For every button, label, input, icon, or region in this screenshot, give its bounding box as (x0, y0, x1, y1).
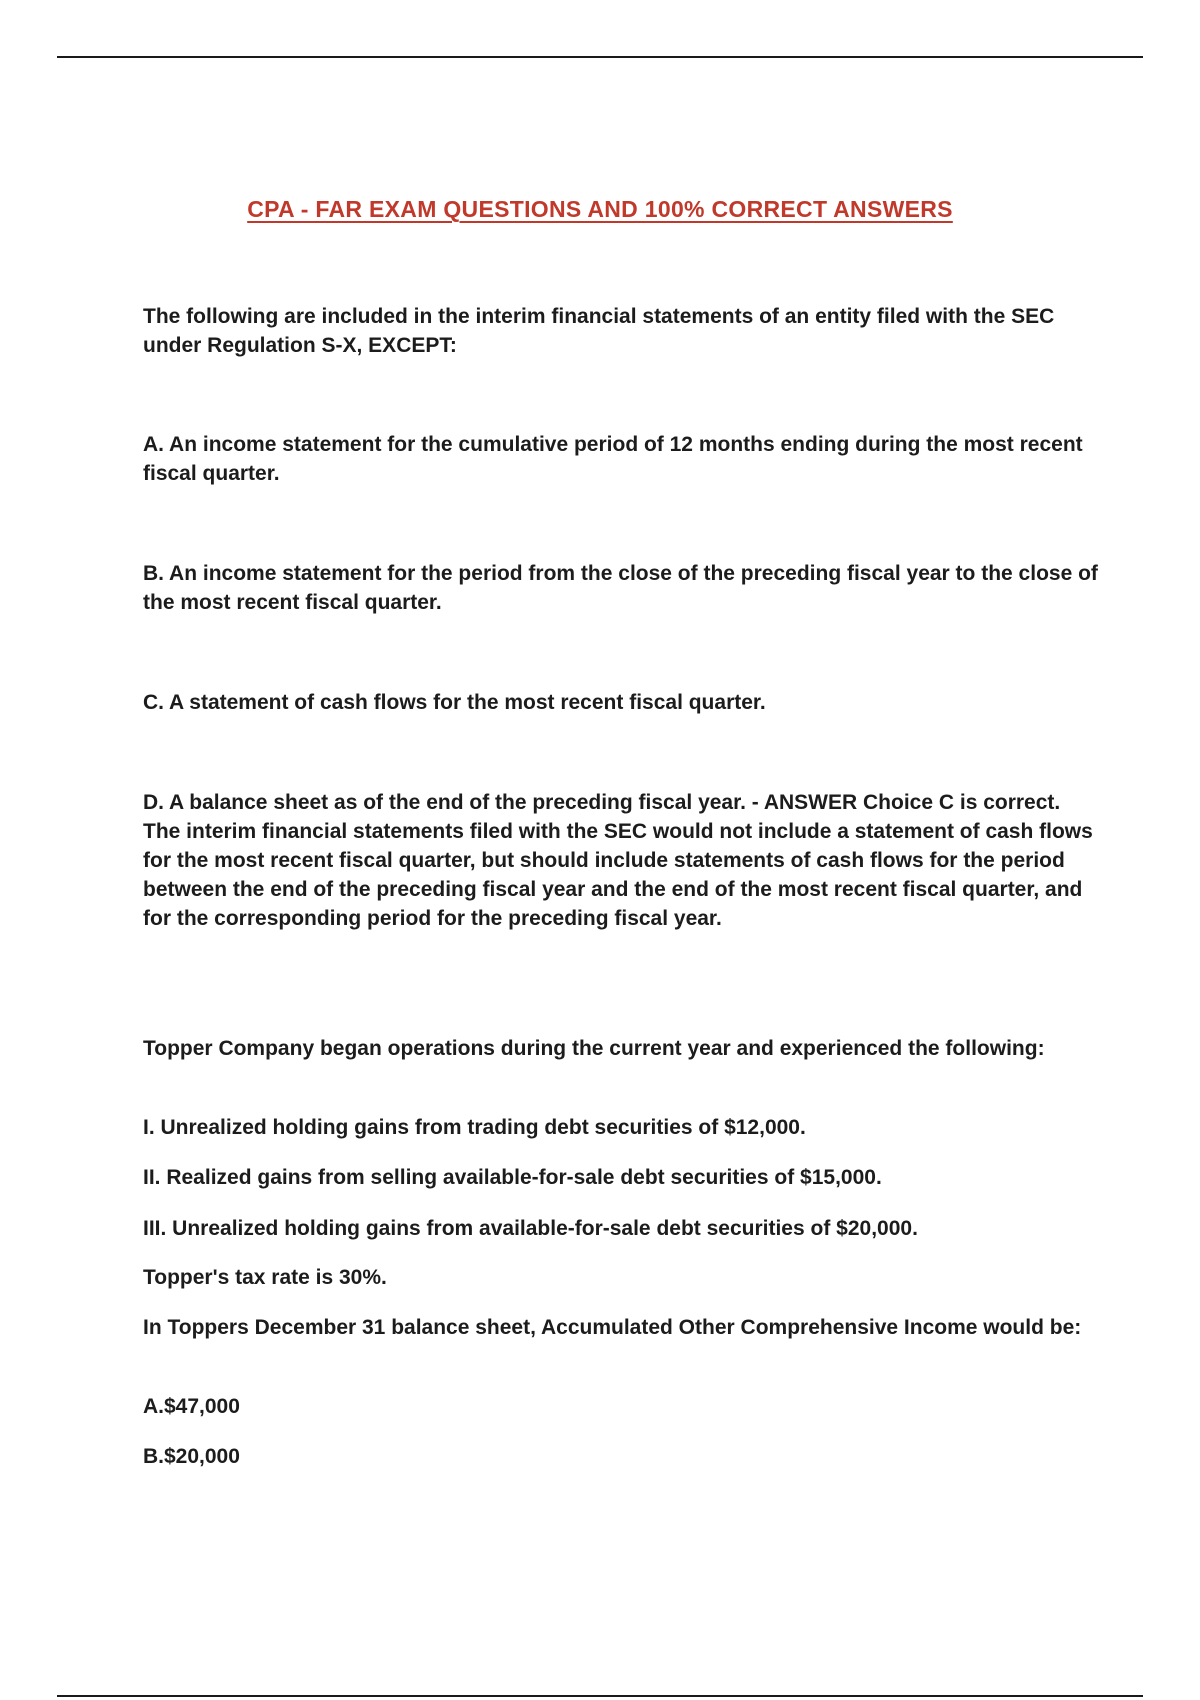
question2-tax-rate: Topper's tax rate is 30%. (143, 1266, 387, 1289)
document-title (0, 196, 1200, 223)
document-title-text: CPA - FAR EXAM QUESTIONS AND 100% CORRECT ANSWERS (247, 196, 953, 222)
bottom-rule (57, 1695, 1143, 1697)
question2-item-iii: III. Unrealized holding gains from available-for-sale debt securities of $20,000. (143, 1217, 918, 1240)
question2-option-b: B.$20,000 (143, 1445, 240, 1468)
question2-option-a: A.$47,000 (143, 1395, 240, 1418)
question2-intro: Topper Company began operations during the current year and experienced the following: (143, 1037, 1045, 1060)
question1-option-d-answer: D. A balance sheet as of the end of the preceding fiscal year. - ANSWER Choice C is correct. The interim financial statements filed with the SEC would not include a statement of cash flows for the most recent fiscal quarter, but should include statements of cash flows for the period between the end of the preceding fiscal year and the end of the most recent fiscal quarter, and for the corresponding period for the preceding fiscal year. (143, 791, 1093, 930)
question2-item-ii: II. Realized gains from selling available-for-sale debt securities of $15,000. (143, 1166, 882, 1189)
question1-option-a: A. An income statement for the cumulative period of 12 months ending during the most recent fiscal quarter. (143, 433, 1083, 485)
top-rule (57, 56, 1143, 58)
question1-stem: The following are included in the interim financial statements of an entity filed with the SEC under Regulation S-X, EXCEPT: (143, 305, 1055, 357)
question1-option-c: C. A statement of cash flows for the most recent fiscal quarter. (143, 691, 766, 714)
question1-option-b: B. An income statement for the period from the close of the preceding fiscal year to the close of the most recent fiscal quarter. (143, 562, 1098, 614)
question2-question: In Toppers December 31 balance sheet, Accumulated Other Comprehensive Income would be: (143, 1316, 1082, 1339)
question2-item-i: I. Unrealized holding gains from trading debt securities of $12,000. (143, 1116, 806, 1139)
